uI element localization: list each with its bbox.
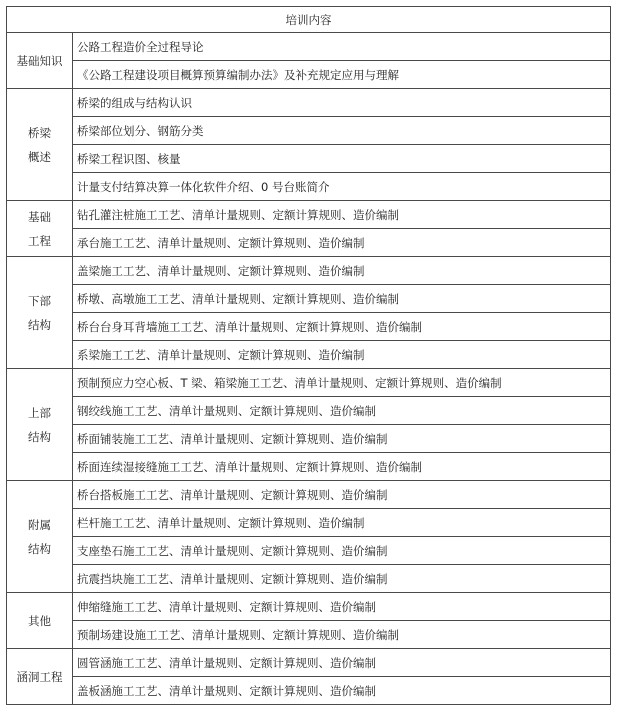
table-row-item: 桥面连续湿接缝施工工艺、清单计量规则、定额计算规则、造价编制 <box>73 453 611 481</box>
category-cell: 下部 结构 <box>7 257 73 369</box>
table-row-item: 支座垫石施工工艺、清单计量规则、定额计算规则、造价编制 <box>73 537 611 565</box>
table-row-item: 桥梁部位划分、钢筋分类 <box>73 117 611 145</box>
table-row-item: 圆管涵施工工艺、清单计量规则、定额计算规则、造价编制 <box>73 649 611 677</box>
category-cell: 其他 <box>7 593 73 649</box>
category-cell: 上部 结构 <box>7 369 73 481</box>
category-cell: 基础 工程 <box>7 201 73 257</box>
table-row-item: 抗震挡块施工工艺、清单计量规则、定额计算规则、造价编制 <box>73 565 611 593</box>
table-row-item: 系梁施工工艺、清单计量规则、定额计算规则、造价编制 <box>73 341 611 369</box>
category-cell: 基础知识 <box>7 33 73 89</box>
table-row-item: 桥梁工程识图、核量 <box>73 145 611 173</box>
table-row-item: 钢绞线施工工艺、清单计量规则、定额计算规则、造价编制 <box>73 397 611 425</box>
table-row-item: 公路工程造价全过程导论 <box>73 33 611 61</box>
table-row-item: 桥台搭板施工工艺、清单计量规则、定额计算规则、造价编制 <box>73 481 611 509</box>
table-row-item: 《公路工程建设项目概算预算编制办法》及补充规定应用与理解 <box>73 61 611 89</box>
table-row-item: 桥台台身耳背墙施工工艺、清单计量规则、定额计算规则、造价编制 <box>73 313 611 341</box>
table-row-item: 承台施工工艺、清单计量规则、定额计算规则、造价编制 <box>73 229 611 257</box>
table-row-item: 栏杆施工工艺、清单计量规则、定额计算规则、造价编制 <box>73 509 611 537</box>
table-row-item: 桥墩、高墩施工工艺、清单计量规则、定额计算规则、造价编制 <box>73 285 611 313</box>
table-row-item: 钻孔灌注桩施工工艺、清单计量规则、定额计算规则、造价编制 <box>73 201 611 229</box>
category-cell: 桥梁 概述 <box>7 89 73 201</box>
training-content-table <box>6 6 611 705</box>
table-row-item: 盖板涵施工工艺、清单计量规则、定额计算规则、造价编制 <box>73 677 611 705</box>
table-row-item: 预制场建设施工工艺、清单计量规则、定额计算规则、造价编制 <box>73 621 611 649</box>
table-row-item: 盖梁施工工艺、清单计量规则、定额计算规则、造价编制 <box>73 257 611 285</box>
table-header: 培训内容 <box>7 7 611 33</box>
table-row-item: 伸缩缝施工工艺、清单计量规则、定额计算规则、造价编制 <box>73 593 611 621</box>
table-row-item: 计量支付结算决算一体化软件介绍、0 号台账简介 <box>73 173 611 201</box>
table-row-item: 桥面铺装施工工艺、清单计量规则、定额计算规则、造价编制 <box>73 425 611 453</box>
table-body <box>7 33 611 705</box>
table-row-item: 桥梁的组成与结构认识 <box>73 89 611 117</box>
category-cell: 涵洞工程 <box>7 649 73 705</box>
table-row-item: 预制预应力空心板、T 梁、箱梁施工工艺、清单计量规则、定额计算规则、造价编制 <box>73 369 611 397</box>
category-cell: 附属 结构 <box>7 481 73 593</box>
